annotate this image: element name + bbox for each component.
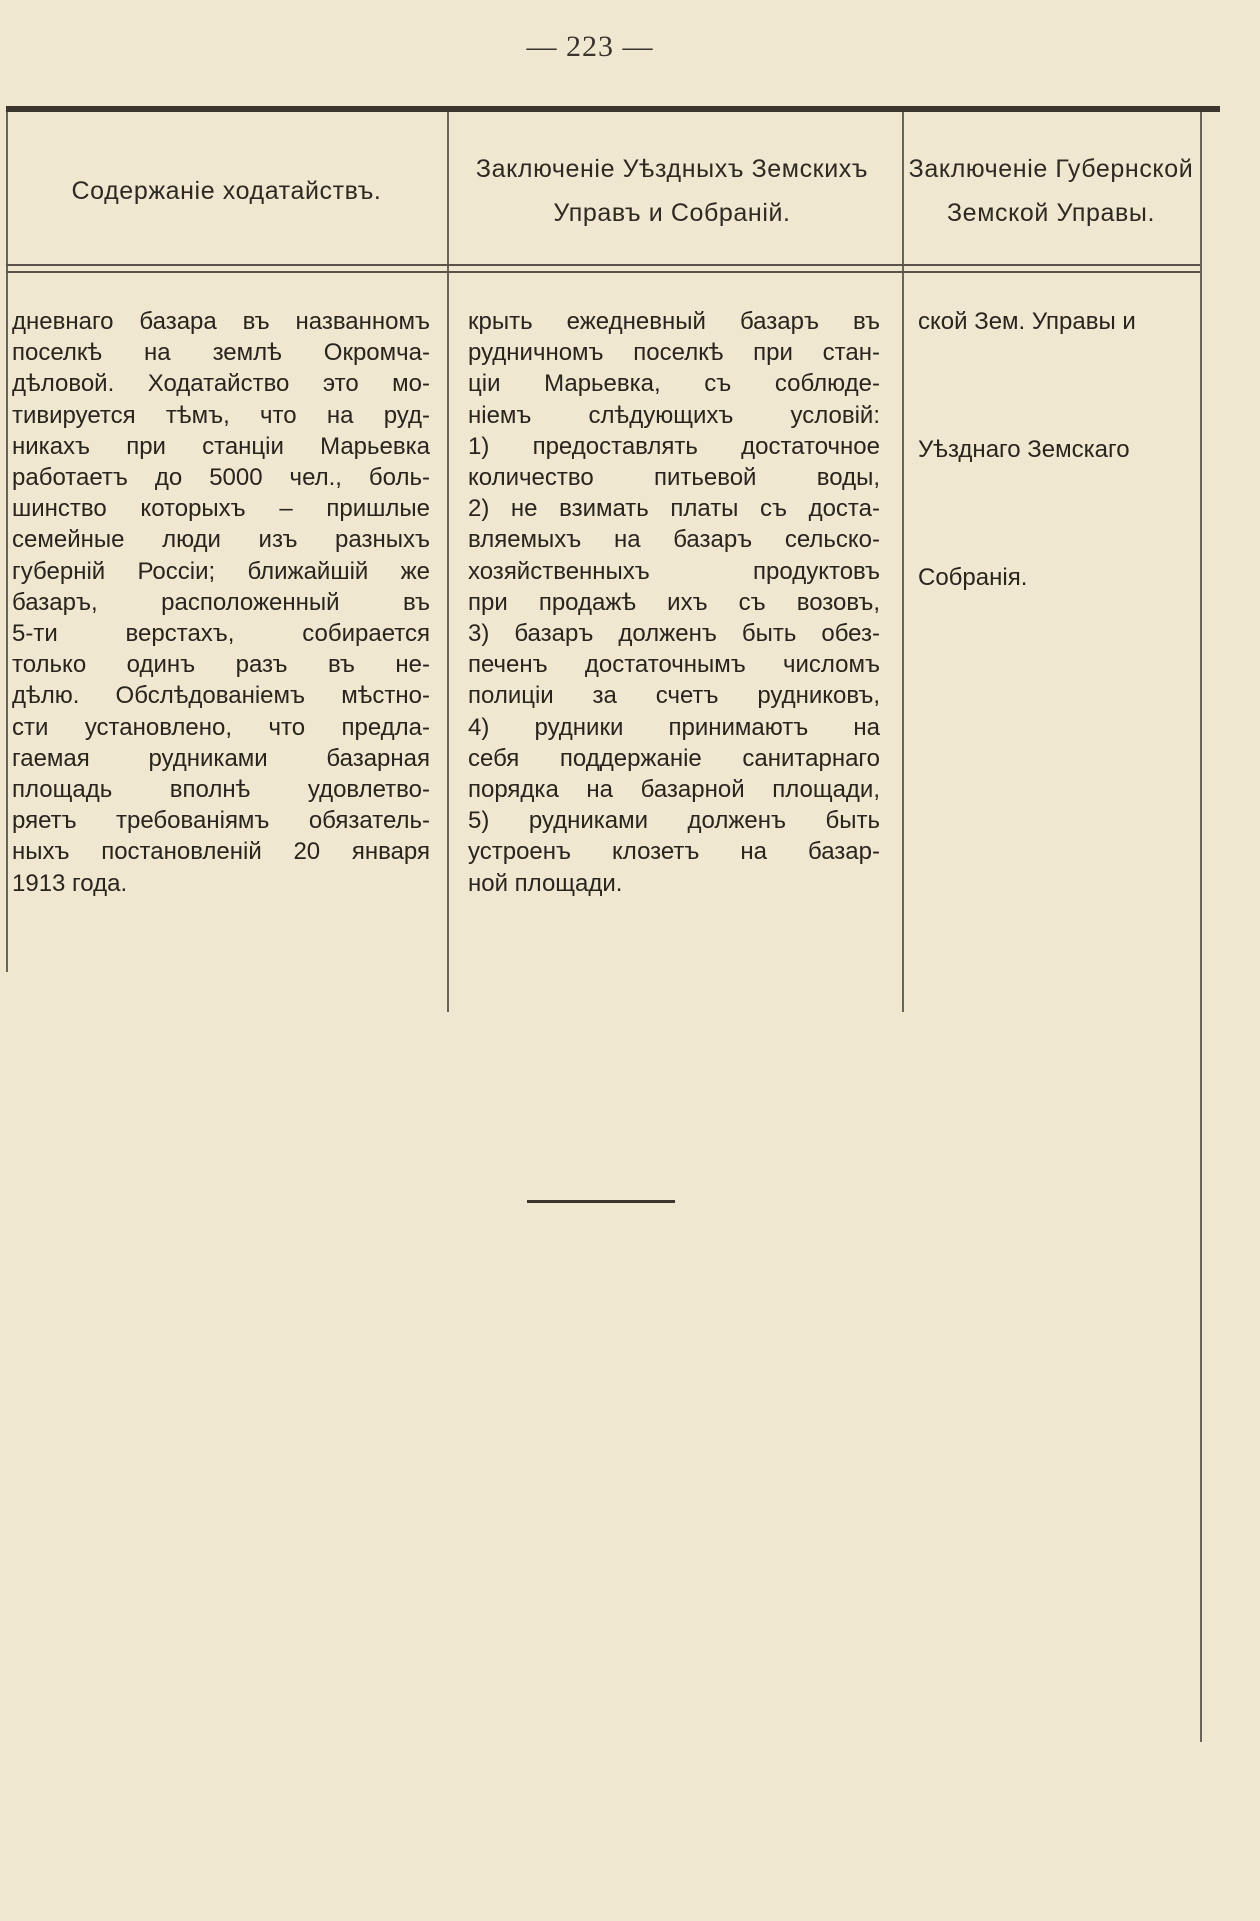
text-line: печенъ достаточнымъ числомъ <box>468 651 880 679</box>
text-line: шинство которыхъ – пришлые <box>12 495 430 523</box>
column-divider-2 <box>902 112 904 1012</box>
text-line: сти установлено, что предла- <box>12 713 430 741</box>
text-line: 4) рудники принимаютъ на <box>468 713 880 741</box>
text-line: никахъ при станціи Марьевка <box>12 432 430 460</box>
text-line: 1) предоставлять достаточное <box>468 432 880 460</box>
text-line: ніемъ слѣдующихъ условій: <box>468 401 880 429</box>
text-line: губерній Россіи; ближайшій же <box>12 557 430 585</box>
header-cell-provincial-opinion: Заключеніе Губернской Земской Управы. <box>908 155 1194 227</box>
text-line: 5) рудниками долженъ быть <box>468 807 880 835</box>
text-line: поселкѣ на землѣ Окромча- <box>12 339 430 367</box>
column-petition-text <box>12 306 430 899</box>
text-line: крыть ежедневный базаръ въ <box>468 308 880 335</box>
text-line: Собранія. <box>918 564 1028 591</box>
header-rule-double <box>6 271 1200 273</box>
table-right-border <box>1200 112 1202 1742</box>
text-line: ряетъ требованіямъ обязатель- <box>12 807 430 835</box>
text-line: 2) не взимать платы съ доста- <box>468 495 880 523</box>
header-cell-district-opinion: Заключеніе Уѣздныхъ Земскихъ Управъ и Собраній. <box>475 155 869 227</box>
table-left-border <box>6 112 8 972</box>
text-line: работаетъ до 5000 чел., боль- <box>12 464 430 492</box>
text-line: ныхъ постановленій 20 января <box>12 838 430 866</box>
text-line: полиціи за счетъ рудниковъ, <box>468 682 880 710</box>
text-line: хозяйственныхъ продуктовъ <box>468 557 880 585</box>
header-cell-petitions: Содержаніе ходатайствъ. <box>71 177 382 205</box>
text-line: 5-ти верстахъ, собирается <box>12 620 430 648</box>
text-line: 3) базаръ долженъ быть обез- <box>468 620 880 648</box>
text-line: ной площади. <box>468 869 623 897</box>
text-line: вляемыхъ на базаръ сельско- <box>468 526 880 554</box>
text-line: базаръ, расположенный въ <box>12 588 430 616</box>
header-rule <box>6 264 1200 266</box>
text-line: только одинъ разъ въ не- <box>12 651 430 679</box>
text-line: рудничномъ поселкѣ при стан- <box>468 339 880 367</box>
text-line: количество питьевой воды, <box>468 464 880 492</box>
text-line: ской Зем. Управы и <box>918 308 1136 335</box>
text-line: ціи Марьевка, съ соблюде- <box>468 370 880 398</box>
text-line: дѣловой. Ходатайство это мо- <box>12 370 430 398</box>
text-line: дѣлю. Обслѣдованіемъ мѣстно- <box>12 682 430 710</box>
text-line: гаемая рудниками базарная <box>12 744 430 772</box>
closing-rule <box>527 1200 675 1203</box>
page-number: — 223 — <box>526 30 654 63</box>
text-line: дневнаго базара въ названномъ <box>12 308 430 335</box>
text-line: себя поддержаніе санитарнаго <box>468 744 880 772</box>
text-line: 1913 года. <box>12 869 128 897</box>
text-line: Уѣзднаго Земскаго <box>918 436 1130 463</box>
column-divider-1 <box>447 112 449 1012</box>
text-line: площадь вполнѣ удовлетво- <box>12 776 430 804</box>
text-line: порядка на базарной площади, <box>468 776 880 804</box>
text-line: семейные люди изъ разныхъ <box>12 526 430 554</box>
text-line: устроенъ клозетъ на базар- <box>468 838 880 866</box>
column-district-opinion-text <box>468 306 880 899</box>
text-line: при продажѣ ихъ съ возовъ, <box>468 588 880 616</box>
top-rule <box>6 106 1220 112</box>
text-line: тивируется тѣмъ, что на руд- <box>12 401 430 429</box>
